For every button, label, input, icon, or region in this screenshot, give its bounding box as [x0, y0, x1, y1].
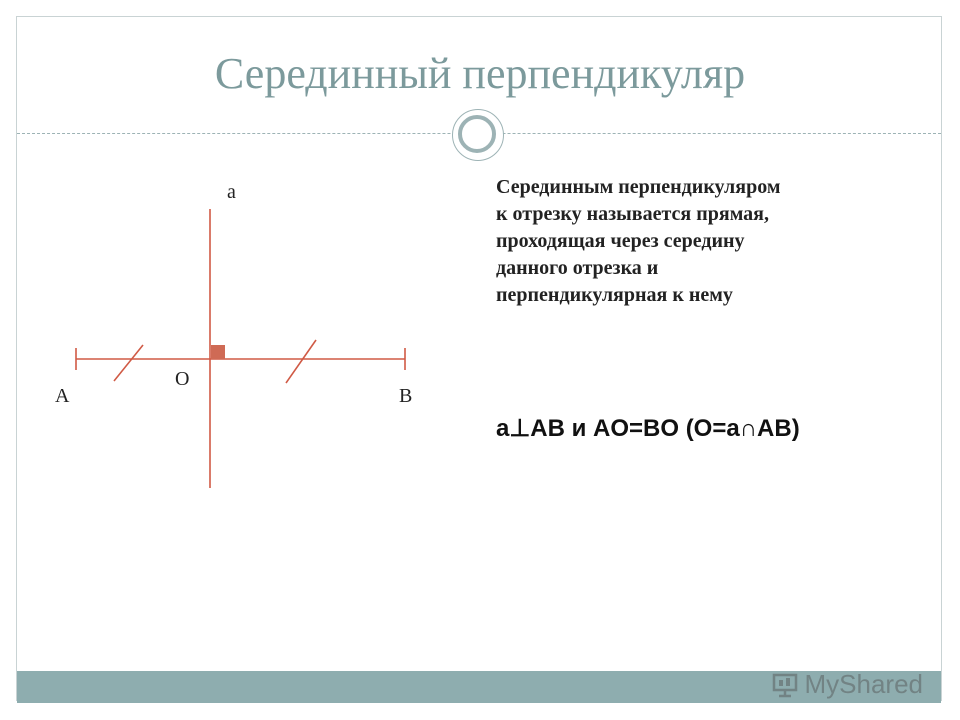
equal-mark-ao: [114, 345, 143, 381]
label-point-o: O: [175, 368, 190, 390]
footer-bar: [17, 671, 941, 703]
label-line-a: a: [227, 181, 236, 203]
right-angle-mark: [211, 345, 225, 359]
definition-line: перпендикулярная к нему: [496, 284, 733, 306]
equal-mark-ob: [286, 340, 316, 383]
formula: a⊥AB и AO=BO (O=a∩AB): [496, 415, 800, 442]
brand-name: MyShared: [804, 669, 923, 699]
label-point-b: B: [399, 385, 413, 407]
definition-line: данного отрезка и: [496, 257, 659, 279]
presentation-board-icon: [771, 672, 799, 698]
definition-line: Серединным перпендикуляром: [496, 176, 781, 198]
definition-line: проходящая через середину: [496, 230, 745, 252]
definition-text: [496, 174, 916, 309]
label-point-a: A: [55, 385, 70, 407]
slide-title: Серединный перпендикуляр: [214, 49, 746, 98]
definition-line: к отрезку называется прямая,: [496, 203, 769, 225]
brand-logo: [771, 669, 924, 700]
